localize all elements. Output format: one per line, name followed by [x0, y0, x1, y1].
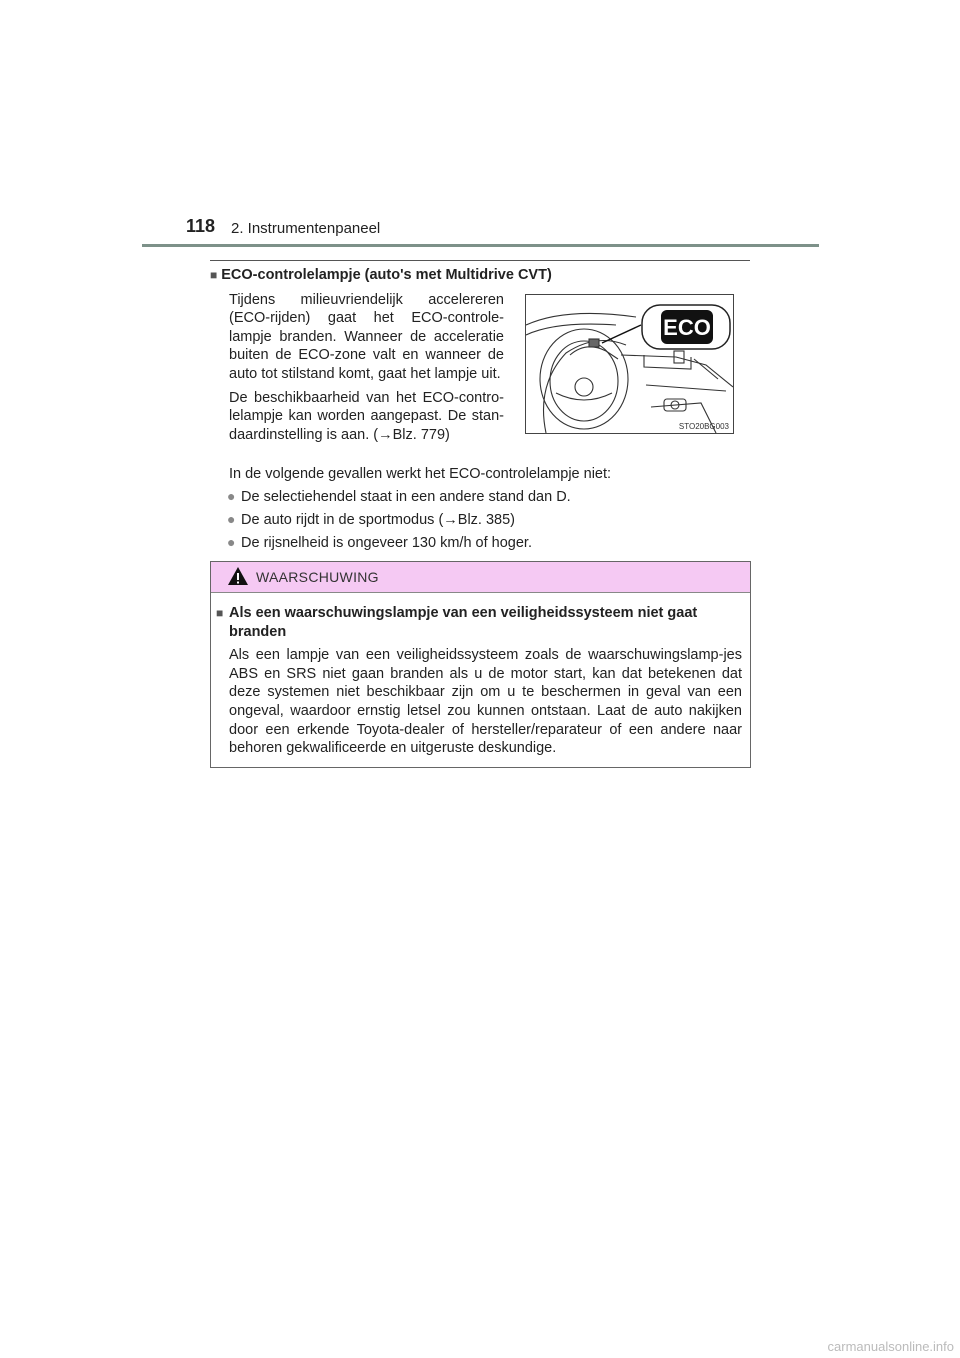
figure-code: STO20BG003 [678, 422, 729, 431]
warning-subheading-text: Als een waarschuwingslampje van een veiligheidssysteem niet gaat branden [229, 605, 698, 640]
leader-line [602, 325, 641, 343]
intro-paragraph: De beschikbaarheid van het ECO-contro-lelampje kan worden aangepast. De stan-daardinstelling is aan. (→Blz. 779) [229, 390, 504, 443]
warning-subheading [216, 604, 742, 641]
eco-badge-text: ECO [663, 315, 711, 340]
list-item [229, 488, 749, 506]
intro-paragraph: Tijdens milieuvriendelijk accelereren (ECO-rijden) gaat het ECO-controle-lampje branden. Wanneer de acceleratie buiten de ECO-zone valt en wanneer de auto tot stilstand komt, gaat het lampje uit. [229, 292, 504, 382]
section-heading [210, 267, 552, 283]
warning-box [210, 561, 751, 768]
warning-header [211, 562, 750, 593]
conditions-list [229, 488, 749, 552]
section-rule [210, 260, 750, 261]
square-bullet-icon: ■ [210, 268, 218, 282]
list-item-text: De selectiehendel staat in een andere stand dan D. [241, 489, 571, 505]
chapter-title: 2. Instrumentenpaneel [231, 220, 381, 237]
list-item-text: De rijsnelheid is ongeveer 130 km/h of hoger. [241, 535, 532, 551]
section-heading-text: ECO-controlelampje (auto's met Multidrive CVT) [221, 267, 552, 283]
dashboard-illustration [525, 294, 734, 434]
header-rule [142, 244, 819, 247]
warning-triangle-icon [227, 566, 249, 586]
bullet-icon: ● [227, 534, 236, 550]
footer-watermark: carmanualsonline.info [827, 1339, 954, 1354]
page-number: 118 [186, 216, 216, 236]
warning-text: Als een lampje van een veiligheidssysteem zoals de waarschuwingslamp-jes ABS en SRS niet gaan branden als u de motor start, kan dat betekenen dat deze systemen niet beschikbaar zijn om u te beschermen in geval van een ongeval, waardoor ernstig letsel zou kunnen ontstaan. Laat de auto nakijken door een erkende Toyota-dealer of hersteller/reparateur of een andere naar behoren gekwalificeerde en uitgeruste deskundige. [229, 647, 742, 757]
intro-block [229, 291, 504, 450]
warning-body [211, 593, 750, 758]
list-item [229, 511, 749, 529]
bullet-icon: ● [227, 488, 236, 504]
bullet-icon: ● [227, 511, 236, 527]
dashboard-drawing [526, 295, 733, 433]
list-item [229, 534, 749, 552]
square-bullet-icon: ■ [216, 606, 224, 620]
warning-title: WAARSCHUWING [256, 569, 379, 585]
conditions-block [229, 465, 749, 557]
list-item-text: De auto rijdt in de sportmodus (→Blz. 385) [241, 512, 516, 528]
conditions-lead: In de volgende gevallen werkt het ECO-controlelampje niet: [229, 466, 612, 482]
